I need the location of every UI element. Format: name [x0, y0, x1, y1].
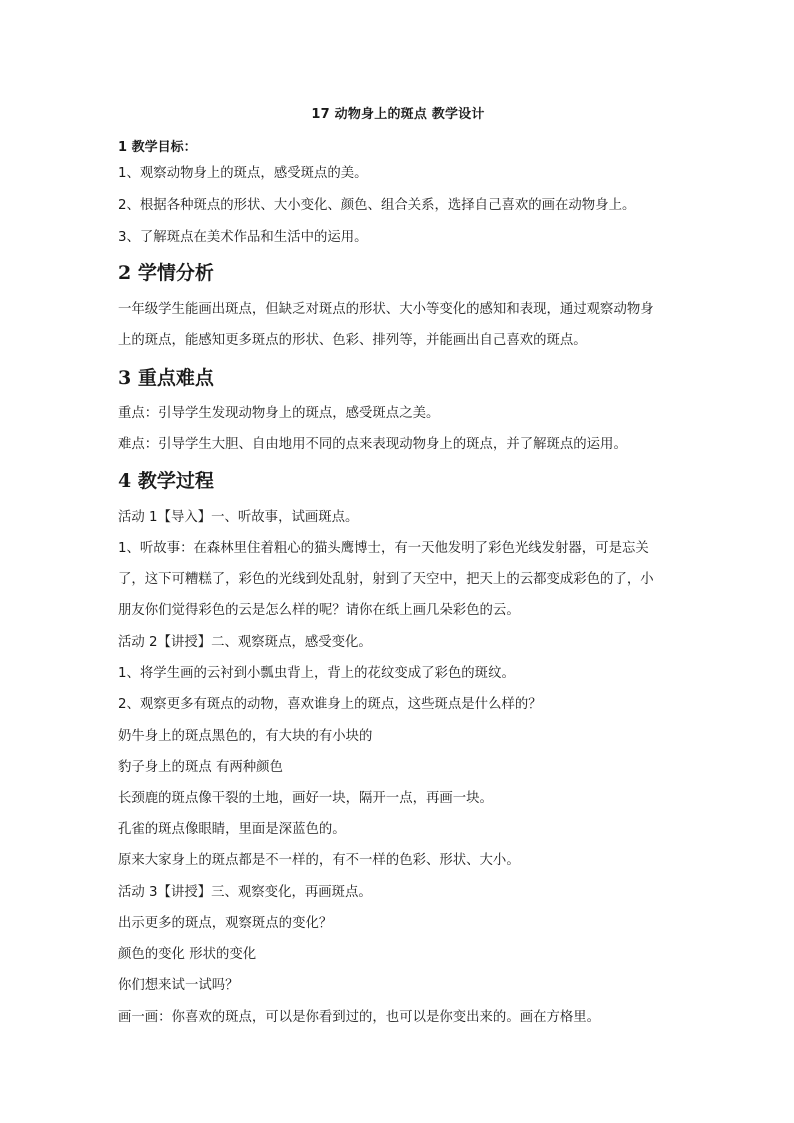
- section-1-line: 2、根据各种斑点的形状、大小变化、颜色、组合关系，选择自己喜欢的画在动物身上。: [118, 198, 636, 213]
- section-4-line: 1、将学生画的云衬到小瓢虫背上，背上的花纹变成了彩色的斑纹。: [118, 666, 515, 681]
- document-page: [118, 0, 678, 1123]
- section-2-line: 上的斑点，能感知更多斑点的形状、色彩、排列等，并能画出自己喜欢的斑点。: [118, 333, 587, 348]
- section-4-line: 孔雀的斑点像眼睛，里面是深蓝色的。: [118, 822, 346, 837]
- section-4-line: 画一画：你喜欢的斑点，可以是你看到过的，也可以是你变出来的。画在方格里。: [118, 1010, 601, 1025]
- section-4-line: 长颈鹿的斑点像干裂的土地，画好一块，隔开一点，再画一块。: [118, 791, 493, 806]
- section-1-line: 3、了解斑点在美术作品和生活中的运用。: [118, 230, 368, 245]
- document-title: 17 动物身上的斑点 教学设计: [311, 107, 485, 122]
- section-4-heading: 4 教学过程: [118, 470, 214, 492]
- section-4-line: 豹子身上的斑点 有两种颜色: [118, 760, 283, 775]
- section-4-line: 奶牛身上的斑点黑色的，有大块的有小块的: [118, 729, 373, 744]
- section-4-line: 你们想来试一试吗？: [118, 978, 239, 993]
- section-3-line: 重点：引导学生发现动物身上的斑点，感受斑点之美。: [118, 406, 440, 421]
- section-2-heading: 2 学情分析: [118, 262, 214, 284]
- section-3-heading: 3 重点难点: [118, 367, 214, 389]
- section-4-line: 活动 3【讲授】三、观察变化，再画斑点。: [118, 885, 372, 900]
- section-1-line: 1、观察动物身上的斑点，感受斑点的美。: [118, 166, 368, 181]
- section-4-line: 朋友你们觉得彩色的云是怎么样的呢？请你在纸上画几朵彩色的云。: [118, 603, 520, 618]
- section-4-line: 颜色的变化 形状的变化: [118, 947, 257, 962]
- section-4-line: 了，这下可糟糕了，彩色的光线到处乱射，射到了天空中，把天上的云都变成彩色的了，小: [118, 572, 654, 587]
- section-4-line: 活动 1【导入】一、听故事，试画斑点。: [118, 510, 359, 525]
- section-1-heading: 1 教学目标：: [118, 140, 197, 155]
- section-4-line: 原来大家身上的斑点都是不一样的，有不一样的色彩、形状、大小。: [118, 853, 520, 868]
- section-2-line: 一年级学生能画出斑点，但缺乏对斑点的形状、大小等变化的感知和表现，通过观察动物身: [118, 302, 654, 317]
- section-4-line: 出示更多的斑点，观察斑点的变化？: [118, 916, 333, 931]
- section-4-line: 1、听故事：在森林里住着粗心的猫头鹰博士，有一天他发明了彩色光线发射器，可是忘关: [118, 541, 649, 556]
- section-4-line: 活动 2【讲授】二、观察斑点，感受变化。: [118, 635, 372, 650]
- section-4-line: 2、观察更多有斑点的动物，喜欢谁身上的斑点，这些斑点是什么样的？: [118, 697, 542, 712]
- section-3-line: 难点：引导学生大胆、自由地用不同的点来表现动物身上的斑点，并了解斑点的运用。: [118, 437, 627, 452]
